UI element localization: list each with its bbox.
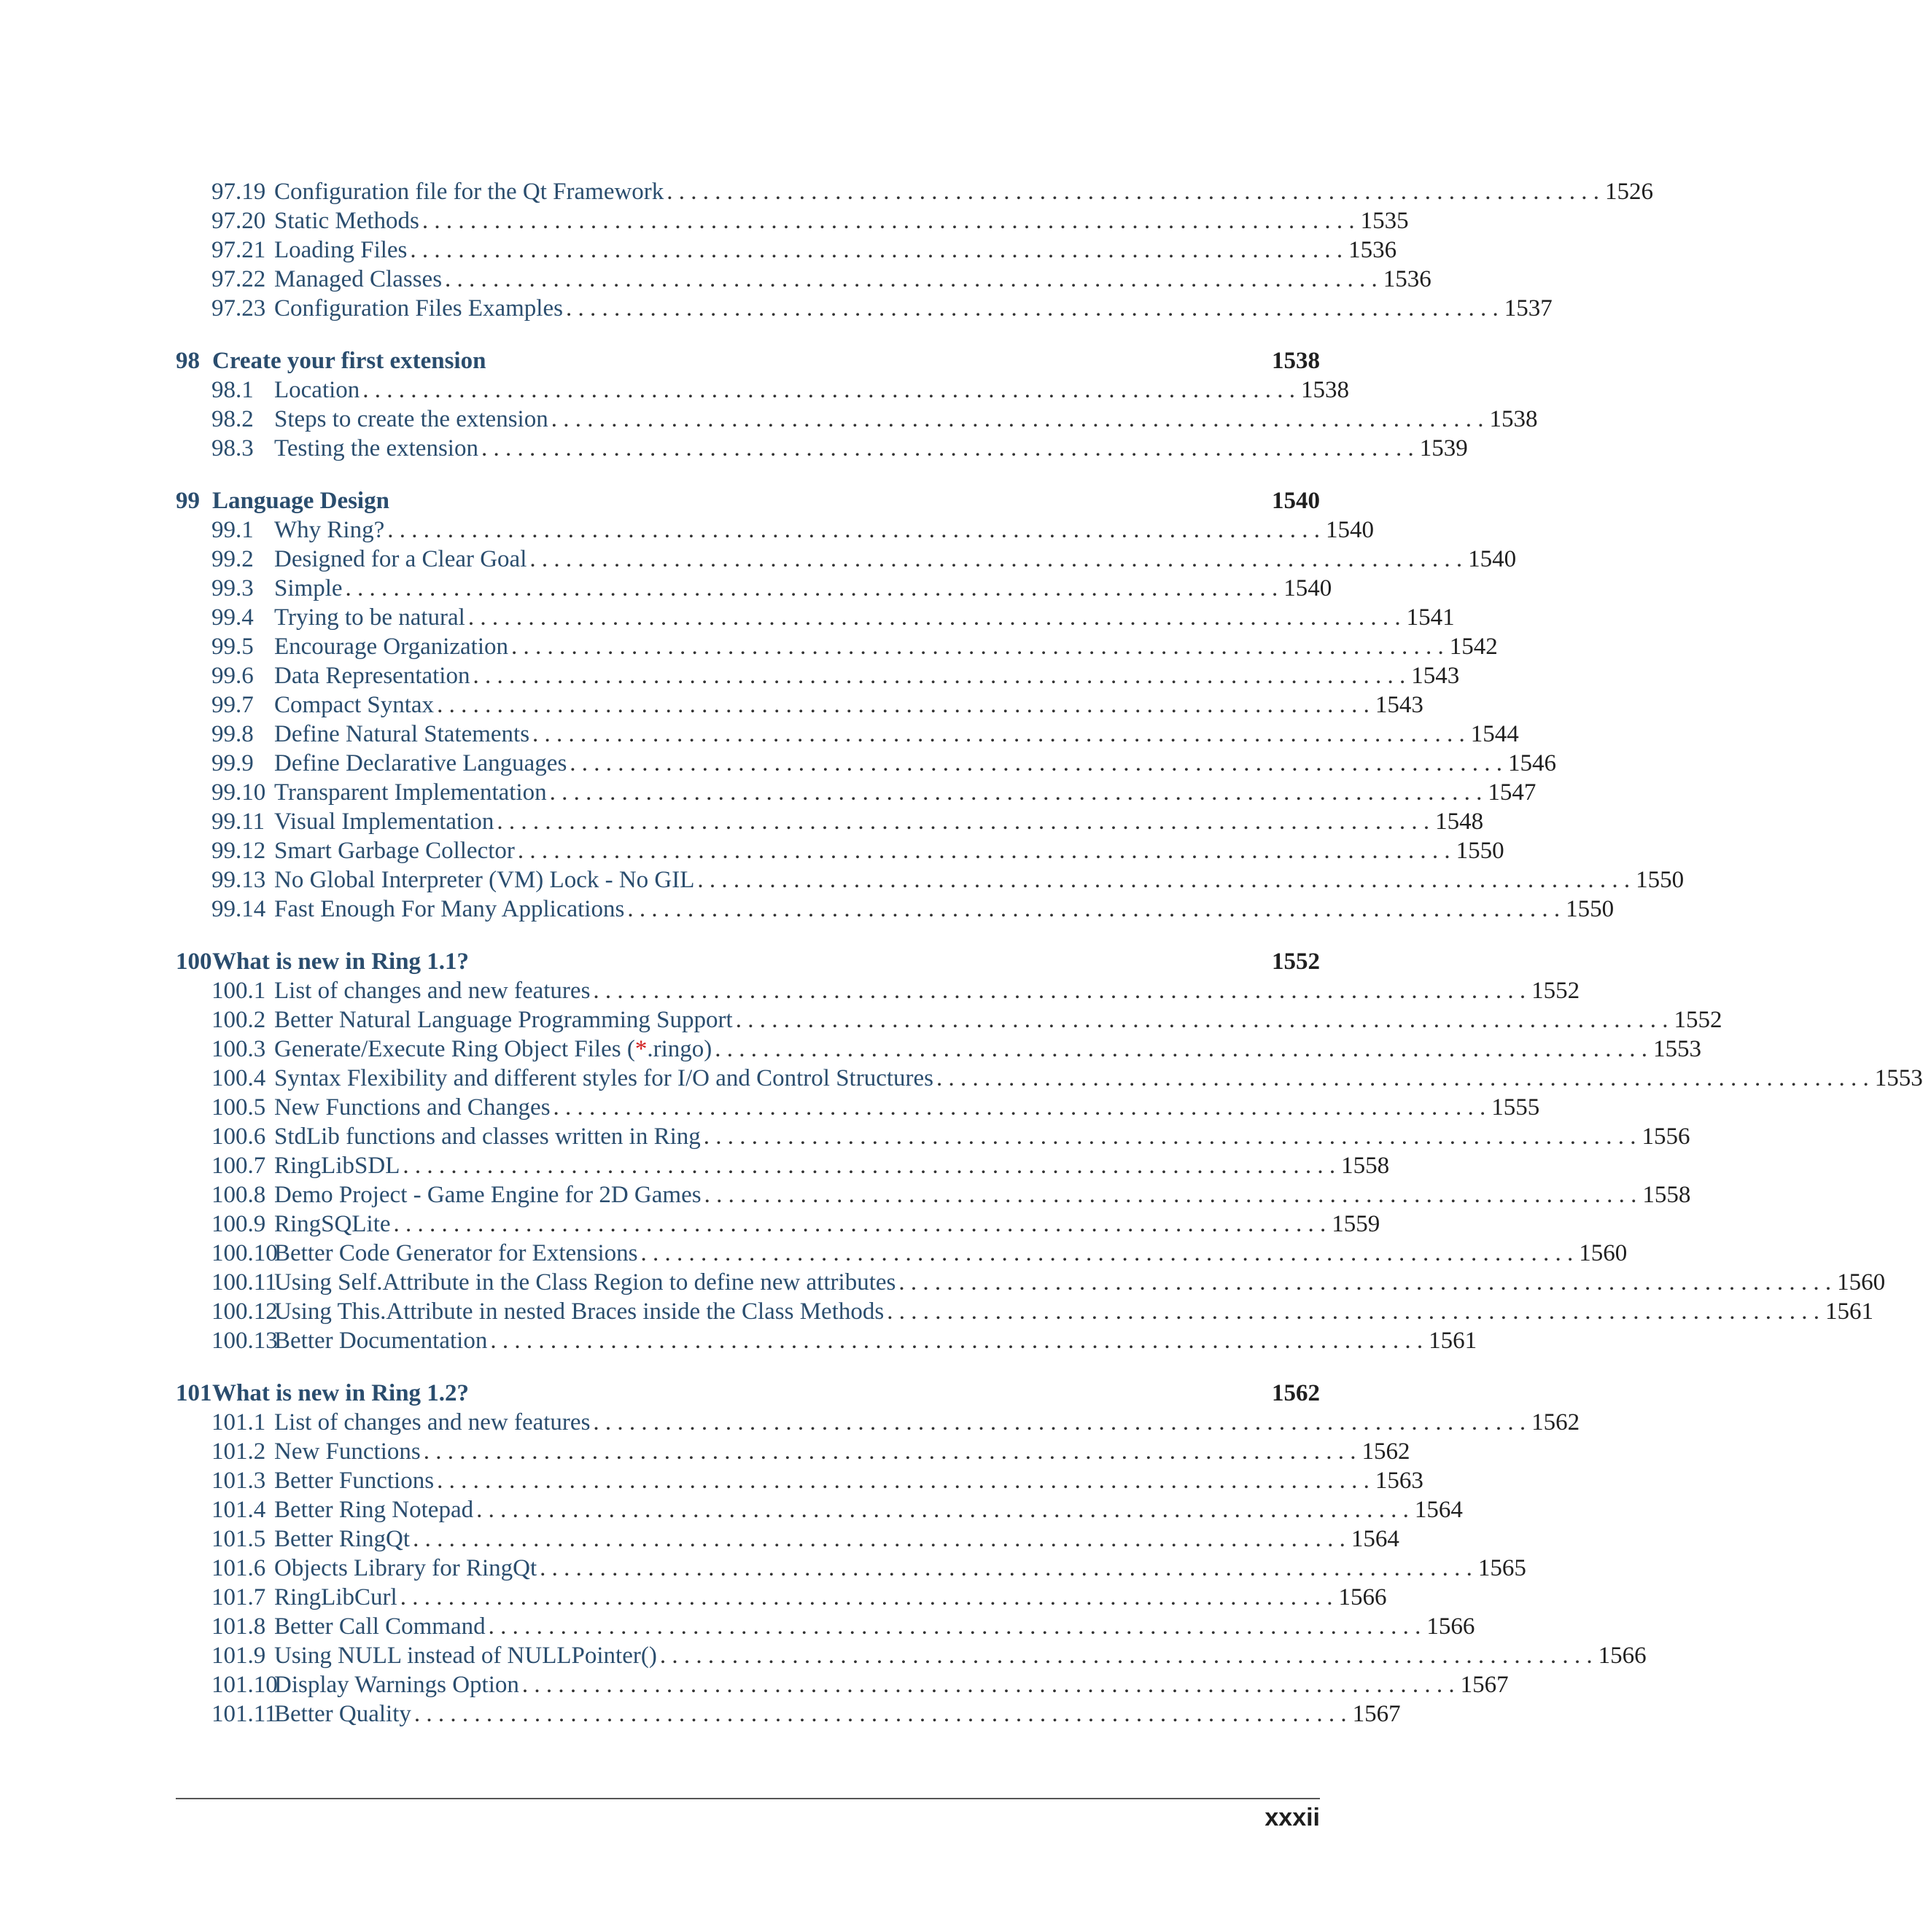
section-number: 99.5 [211,634,254,660]
section-page-number: 1540 [1468,546,1517,572]
chapter-title: Language Design [212,488,389,514]
chapter-heading-link[interactable] [176,947,1320,976]
section-title: Better Functions [274,1468,435,1494]
section-page-number: 1539 [1419,435,1468,461]
chapter-page-number: 1540 [1272,488,1320,514]
toc-entry-link[interactable] [211,1641,1647,1670]
asterisk-glyph: * [634,1036,648,1062]
section-title: Managed Classes [274,266,443,292]
section-page-number: 1555 [1491,1094,1540,1121]
section-title: Using NULL instead of NULLPointer() [274,1643,657,1669]
section-title: Configuration file for the Qt Framework [274,179,664,205]
section-page-number: 1558 [1642,1182,1691,1208]
chapter-number: 99 [176,488,200,514]
dot-leader: . . . . . . . . . . . . . . . . . . . . . . . . . . . . . . . . . . . . . . . . . . . . . . . . . . . . . . . . . . . . . . . . . . . . . . . . . . . . . . [697,867,1631,893]
section-number: 97.23 [211,295,266,322]
dot-leader: . . . . . . . . . . . . . . . . . . . . . . . . . . . . . . . . . . . . . . . . . . . . . . . . . . . . . . . . . . . . . . . . . . . . . . . . . . . . . . [421,208,1355,234]
section-number: 101.7 [211,1584,266,1610]
dot-leader: . . . . . . . . . . . . . . . . . . . . . . . . . . . . . . . . . . . . . . . . . . . . . . . . . . . . . . . . . . . . . . . . . . . . . . . . . . . . . . [627,896,1561,922]
section-page-number: 1536 [1348,237,1397,263]
section-title: Better Call Command [274,1613,486,1640]
section-number: 100.12 [211,1298,278,1325]
dot-leader: . . . . . . . . . . . . . . . . . . . . . . . . . . . . . . . . . . . . . . . . . . . . . . . . . . . . . . . . . . . . . . . . . . . . . . . . . . . . . . [735,1007,1668,1033]
section-title: Objects Library for RingQt [274,1555,537,1581]
section-page-number: 1564 [1414,1497,1463,1523]
section-title: Using Self.Attribute in the Class Region to define new attributes [274,1269,896,1296]
chapter-title: What is new in Ring 1.2? [212,1380,470,1406]
toc-entry-link[interactable] [211,235,1397,265]
section-number: 99.6 [211,663,254,689]
section-page-number: 1553 [1652,1036,1701,1062]
section-page-number: 1542 [1449,634,1498,660]
section-title: Smart Garbage Collector [274,838,515,864]
section-number: 100.9 [211,1211,266,1237]
section-title: Demo Project - Game Engine for 2D Games [274,1182,702,1208]
dot-leader: . . . . . . . . . . . . . . . . . . . . . . . . . . . . . . . . . . . . . . . . . . . . . . . . . . . . . . . . . . . . . . . . . . . . . . . . . . . . . . [593,1409,1526,1436]
toc-entry-link[interactable] [211,1239,1628,1268]
toc-entry-link[interactable] [211,1297,1873,1326]
chapter-page-number: 1562 [1272,1380,1320,1406]
dot-leader: . . . . . . . . . . . . . . . . . . . . . . . . . . . . . . . . . . . . . . . . . . . . . . . . . . . . . . . . . . . . . . . . . . . . . . . . . . . . . . [667,179,1600,205]
toc-entry-link[interactable] [211,661,1460,690]
dot-leader: . . . . . . . . . . . . . . . . . . . . . . . . . . . . . . . . . . . . . . . . . . . . . . . . . . . . . . . . . . . . . . . . . . . . . . . . . . . . . . [703,1123,1636,1150]
section-number: 98.2 [211,406,254,432]
section-page-number: 1563 [1375,1468,1423,1494]
section-title: Data Representation [274,663,470,689]
dot-leader: . . . . . . . . . . . . . . . . . . . . . . . . . . . . . . . . . . . . . . . . . . . . . . . . . . . . . . . . . . . . . . . . . . . . . . . . . . . . . . [517,838,1450,864]
section-number: 100.7 [211,1153,266,1179]
chapter-number: 98 [176,348,200,374]
section-page-number: 1535 [1360,208,1409,234]
section-page-number: 1553 [1874,1065,1923,1091]
section-title: Better Natural Language Programming Support [274,1007,733,1033]
chapter-heading-link[interactable] [176,346,1320,375]
section-page-number: 1543 [1375,692,1423,718]
section-page-number: 1566 [1338,1584,1387,1610]
section-number: 97.19 [211,179,266,205]
section-number: 97.22 [211,266,266,292]
section-number: 100.10 [211,1240,278,1266]
toc-entry-link[interactable] [211,1466,1423,1495]
section-number: 101.3 [211,1468,266,1494]
section-number: 99.7 [211,692,254,718]
toc-entry-link[interactable] [211,1699,1401,1729]
section-title: Testing the extension [274,435,478,461]
dot-leader: . . . . . . . . . . . . . . . . . . . . . . . . . . . . . . . . . . . . . . . . . . . . . . . . . . . . . . . . . . . . . . . . . . . . . . . . . . . . . . [715,1036,1647,1062]
section-page-number: 1565 [1477,1555,1526,1581]
chapter-heading-link[interactable] [176,486,1320,515]
toc-entry-link[interactable] [211,1122,1690,1151]
section-number: 101.9 [211,1643,266,1669]
section-title: Better Ring Notepad [274,1497,474,1523]
section-page-number: 1538 [1489,406,1538,432]
section-page-number: 1543 [1411,663,1460,689]
dot-leader: . . . . . . . . . . . . . . . . . . . . . . . . . . . . . . . . . . . . . . . . . . . . . . . . . . . . . . . . . . . . . . . . . . . . . . . . . . . . . . [532,721,1465,747]
section-page-number: 1562 [1531,1409,1580,1436]
dot-leader: . . . . . . . . . . . . . . . . . . . . . . . . . . . . . . . . . . . . . . . . . . . . . . . . . . . . . . . . . . . . . . . . . . . . . . . . . . . . . . [565,295,1499,322]
section-page-number: 1536 [1383,266,1431,292]
toc-entry-link[interactable] [211,807,1484,836]
toc-entry-link[interactable] [211,1495,1463,1524]
section-title: Static Methods [274,208,419,234]
section-title: No Global Interpreter (VM) Lock - No GIL [274,867,695,893]
dot-leader: . . . . . . . . . . . . . . . . . . . . . . . . . . . . . . . . . . . . . . . . . . . . . . . . . . . . . . . . . . . . . . . . . . . . . . . . . . . . . . [473,663,1406,689]
section-number: 99.13 [211,867,266,893]
dot-leader: . . . . . . . . . . . . . . . . . . . . . . . . . . . . . . . . . . . . . . . . . . . . . . . . . . . . . . . . . . . . . . . . . . . . . . . . . . . . . . [437,1468,1370,1494]
toc-entry-link[interactable] [211,1437,1410,1466]
toc-entry-link[interactable] [211,1408,1580,1437]
section-title: Display Warnings Option [274,1672,519,1698]
chapter-page-number: 1538 [1272,348,1320,374]
section-page-number: 1537 [1504,295,1553,322]
dot-leader: . . . . . . . . . . . . . . . . . . . . . . . . . . . . . . . . . . . . . . . . . . . . . . . . . . . . . . . . . . . . . . . . . . . . . . . . . . . . . . [898,1269,1832,1296]
section-number: 100.4 [211,1065,266,1091]
toc-entry-link[interactable] [211,515,1374,545]
section-page-number: 1558 [1341,1153,1390,1179]
dot-leader: . . . . . . . . . . . . . . . . . . . . . . . . . . . . . . . . . . . . . . . . . . . . . . . . . . . . . . . . . . . . . . . . . . . . . . . . . . . . . . [345,575,1278,601]
toc-entry-link[interactable] [211,1326,1477,1355]
section-title: Define Natural Statements [274,721,530,747]
section-page-number: 1550 [1456,838,1504,864]
toc-entry-link[interactable] [211,1554,1526,1583]
section-page-number: 1552 [1531,978,1580,1004]
toc-entry-link[interactable] [211,1093,1540,1122]
section-title: List of changes and new features [274,1409,591,1436]
section-title: StdLib functions and classes written in Ring [274,1123,701,1150]
section-number: 100.2 [211,1007,266,1033]
section-number: 99.8 [211,721,254,747]
section-title: Encourage Organization [274,634,509,660]
toc-entry-link[interactable] [211,1268,1886,1297]
section-number: 101.4 [211,1497,266,1523]
section-title: Designed for a Clear Goal [274,546,527,572]
section-title: Better Quality [274,1701,411,1727]
toc-entry-link[interactable] [211,1524,1399,1554]
section-title: Better Documentation [274,1328,488,1354]
section-number: 100.8 [211,1182,266,1208]
section-page-number: 1540 [1325,517,1374,543]
section-page-number: 1546 [1508,750,1557,776]
section-number: 97.21 [211,237,266,263]
section-number: 101.6 [211,1555,266,1581]
section-page-number: 1561 [1429,1328,1477,1354]
dot-leader: . . . . . . . . . . . . . . . . . . . . . . . . . . . . . . . . . . . . . . . . . . . . . . . . . . . . . . . . . . . . . . . . . . . . . . . . . . . . . . [529,546,1463,572]
dot-leader: . . . . . . . . . . . . . . . . . . . . . . . . . . . . . . . . . . . . . . . . . . . . . . . . . . . . . . . . . . . . . . . . . . . . . . . . . . . . . . [423,1438,1356,1465]
page-number: xxxii [1264,1804,1320,1831]
section-title: Steps to create the extension [274,406,548,432]
toc-entry-link[interactable] [211,1210,1380,1239]
section-number: 99.11 [211,809,265,835]
toc-entry-link[interactable] [211,177,1654,206]
section-number: 99.14 [211,896,266,922]
toc-entry-link[interactable] [211,895,1615,924]
section-title: Transparent Implementation [274,779,547,806]
section-page-number: 1556 [1642,1123,1690,1150]
section-page-number: 1540 [1283,575,1332,601]
chapter-number: 101 [176,1380,212,1406]
toc-entry-link[interactable] [211,1035,1701,1064]
section-title: Configuration Files Examples [274,295,563,322]
toc-entry-link[interactable] [211,778,1537,807]
section-page-number: 1566 [1598,1643,1647,1669]
section-title: Better Code Generator for Extensions [274,1240,638,1266]
section-title: Visual Implementation [274,809,494,835]
chapter-heading-link[interactable] [176,1379,1320,1408]
dot-leader: . . . . . . . . . . . . . . . . . . . . . . . . . . . . . . . . . . . . . . . . . . . . . . . . . . . . . . . . . . . . . . . . . . . . . . . . . . . . . . [393,1211,1326,1237]
section-title: RingLibCurl [274,1584,397,1610]
section-number: 98.3 [211,435,254,461]
dot-leader: . . . . . . . . . . . . . . . . . . . . . . . . . . . . . . . . . . . . . . . . . . . . . . . . . . . . . . . . . . . . . . . . . . . . . . . . . . . . . . [521,1672,1455,1698]
dot-leader: . . . . . . . . . . . . . . . . . . . . . . . . . . . . . . . . . . . . . . . . . . . . . . . . . . . . . . . . . . . . . . . . . . . . . . . . . . . . . . [490,1328,1423,1354]
section-page-number: 1544 [1470,721,1519,747]
toc-entry-link[interactable] [211,720,1519,749]
dot-leader: . . . . . . . . . . . . . . . . . . . . . . . . . . . . . . . . . . . . . . . . . . . . . . . . . . . . . . . . . . . . . . . . . . . . . . . . . . . . . . [704,1182,1637,1208]
toc-entry-link[interactable] [211,405,1538,434]
section-title: Location [274,377,360,403]
chapter-page-number: 1552 [1272,949,1320,975]
toc-entry-link[interactable] [211,434,1468,463]
toc-entry-link[interactable] [211,603,1455,632]
section-number: 101.5 [211,1526,266,1552]
section-title: Loading Files [274,237,408,263]
section-title: Generate/Execute Ring Object Files (*.ringo) [274,1036,712,1062]
dot-leader: . . . . . . . . . . . . . . . . . . . . . . . . . . . . . . . . . . . . . . . . . . . . . . . . . . . . . . . . . . . . . . . . . . . . . . . . . . . . . . [549,779,1483,806]
toc-entry-link[interactable] [211,1151,1390,1180]
dot-leader: . . . . . . . . . . . . . . . . . . . . . . . . . . . . . . . . . . . . . . . . . . . . . . . . . . . . . . . . . . . . . . . . . . . . . . . . . . . . . . [511,634,1444,660]
dot-leader: . . . . . . . . . . . . . . . . . . . . . . . . . . . . . . . . . . . . . . . . . . . . . . . . . . . . . . . . . . . . . . . . . . . . . . . . . . . . . . [887,1298,1819,1325]
section-number: 101.1 [211,1409,266,1436]
dot-leader: . . . . . . . . . . . . . . . . . . . . . . . . . . . . . . . . . . . . . . . . . . . . . . . . . . . . . . . . . . . . . . . . . . . . . . . . . . . . . . [410,237,1343,263]
section-number: 99.9 [211,750,254,776]
dot-leader: . . . . . . . . . . . . . . . . . . . . . . . . . . . . . . . . . . . . . . . . . . . . . . . . . . . . . . . . . . . . . . . . . . . . . . . . . . . . . . [481,435,1414,461]
toc-entry-link[interactable] [211,976,1580,1005]
dot-leader: . . . . . . . . . . . . . . . . . . . . . . . . . . . . . . . . . . . . . . . . . . . . . . . . . . . . . . . . . . . . . . . . . . . . . . . . . . . . . . [540,1555,1472,1581]
section-page-number: 1550 [1566,896,1615,922]
toc-entry-link[interactable] [211,1005,1722,1035]
section-title: Fast Enough For Many Applications [274,896,625,922]
section-page-number: 1550 [1636,867,1685,893]
section-title: New Functions [274,1438,421,1465]
section-number: 100.11 [211,1269,277,1296]
toc-entry-link[interactable] [211,294,1553,323]
toc-entry-link[interactable] [211,206,1409,235]
section-number: 100.5 [211,1094,266,1121]
section-title: RingLibSDL [274,1153,400,1179]
dot-leader: . . . . . . . . . . . . . . . . . . . . . . . . . . . . . . . . . . . . . . . . . . . . . . . . . . . . . . . . . . . . . . . . . . . . . . . . . . . . . . [413,1701,1347,1727]
dot-leader: . . . . . . . . . . . . . . . . . . . . . . . . . . . . . . . . . . . . . . . . . . . . . . . . . . . . . . . . . . . . . . . . . . . . . . . . . . . . . . [640,1240,1574,1266]
section-page-number: 1561 [1825,1298,1873,1325]
toc-entry-link[interactable] [211,1064,1923,1093]
footer-rule [176,1798,1320,1799]
section-page-number: 1562 [1361,1438,1410,1465]
dot-leader: . . . . . . . . . . . . . . . . . . . . . . . . . . . . . . . . . . . . . . . . . . . . . . . . . . . . . . . . . . . . . . . . . . . . . . . . . . . . . . [403,1153,1336,1179]
toc-entry-link[interactable] [211,1670,1509,1699]
section-title: RingSQLite [274,1211,391,1237]
dot-leader: . . . . . . . . . . . . . . . . . . . . . . . . . . . . . . . . . . . . . . . . . . . . . . . . . . . . . . . . . . . . . . . . . . . . . . . . . . . . . . [659,1643,1593,1669]
section-number: 100.3 [211,1036,266,1062]
section-number: 101.10 [211,1672,278,1698]
section-number: 100.1 [211,978,266,1004]
toc-entry-link[interactable] [211,632,1498,661]
toc-entry-link[interactable] [211,749,1557,778]
dot-leader: . . . . . . . . . . . . . . . . . . . . . . . . . . . . . . . . . . . . . . . . . . . . . . . . . . . . . . . . . . . . . . . . . . . . . . . . . . . . . . [553,1094,1486,1121]
section-number: 99.10 [211,779,266,806]
section-number: 99.3 [211,575,254,601]
dot-leader: . . . . . . . . . . . . . . . . . . . . . . . . . . . . . . . . . . . . . . . . . . . . . . . . . . . . . . . . . . . . . . . . . . . . . . . . . . . . . . [570,750,1503,776]
section-title: Trying to be natural [274,604,465,631]
section-number: 99.12 [211,838,266,864]
chapter-title: What is new in Ring 1.1? [212,949,470,975]
section-page-number: 1548 [1435,809,1484,835]
section-number: 101.2 [211,1438,266,1465]
toc-entry-link[interactable] [211,1583,1387,1612]
section-number: 101.8 [211,1613,266,1640]
toc-entry-link[interactable] [211,1180,1691,1210]
section-number: 99.1 [211,517,254,543]
dot-leader: . . . . . . . . . . . . . . . . . . . . . . . . . . . . . . . . . . . . . . . . . . . . . . . . . . . . . . . . . . . . . . . . . . . . . . . . . . . . . . [551,406,1484,432]
section-page-number: 1541 [1406,604,1455,631]
dot-leader: . . . . . . . . . . . . . . . . . . . . . . . . . . . . . . . . . . . . . . . . . . . . . . . . . . . . . . . . . . . . . . . . . . . . . . . . . . . . . . [476,1497,1409,1523]
section-number: 98.1 [211,377,254,403]
section-page-number: 1566 [1426,1613,1475,1640]
dot-leader: . . . . . . . . . . . . . . . . . . . . . . . . . . . . . . . . . . . . . . . . . . . . . . . . . . . . . . . . . . . . . . . . . . . . . . . . . . . . . . [593,978,1526,1004]
section-title: Why Ring? [274,517,385,543]
section-title: Compact Syntax [274,692,435,718]
section-title: Define Declarative Languages [274,750,567,776]
toc-entry-link[interactable] [211,265,1431,294]
chapter-title: Create your first extension [212,348,486,374]
section-number: 99.2 [211,546,254,572]
chapter-number: 100 [176,949,212,975]
section-number: 101.11 [211,1701,277,1727]
section-number: 100.6 [211,1123,266,1150]
dot-leader: . . . . . . . . . . . . . . . . . . . . . . . . . . . . . . . . . . . . . . . . . . . . . . . . . . . . . . . . . . . . . . . . . . . . . . . . . . . . . . [400,1584,1333,1610]
dot-leader: . . . . . . . . . . . . . . . . . . . . . . . . . . . . . . . . . . . . . . . . . . . . . . . . . . . . . . . . . . . . . . . . . . . . . . . . . . . . . . [445,266,1378,292]
section-title: New Functions and Changes [274,1094,551,1121]
dot-leader: . . . . . . . . . . . . . . . . . . . . . . . . . . . . . . . . . . . . . . . . . . . . . . . . . . . . . . . . . . . . . . . . . . . . . . . . . . . . . . [387,517,1320,543]
dot-leader: . . . . . . . . . . . . . . . . . . . . . . . . . . . . . . . . . . . . . . . . . . . . . . . . . . . . . . . . . . . . . . . . . . . . . . . . . . . . . . [413,1526,1345,1552]
section-page-number: 1560 [1579,1240,1628,1266]
section-title: Syntax Flexibility and different styles for I/O and Control Structures [274,1065,934,1091]
dot-leader: . . . . . . . . . . . . . . . . . . . . . . . . . . . . . . . . . . . . . . . . . . . . . . . . . . . . . . . . . . . . . . . . . . . . . . . . . . . . . . [497,809,1430,835]
section-title: Using This.Attribute in nested Braces inside the Class Methods [274,1298,885,1325]
toc-entry-link[interactable] [211,865,1685,895]
section-page-number: 1560 [1837,1269,1886,1296]
section-number: 100.13 [211,1328,278,1354]
section-number: 97.20 [211,208,266,234]
toc-entry-link[interactable] [211,545,1517,574]
dot-leader: . . . . . . . . . . . . . . . . . . . . . . . . . . . . . . . . . . . . . . . . . . . . . . . . . . . . . . . . . . . . . . . . . . . . . . . . . . . . . . [362,377,1296,403]
toc-entry-link[interactable] [211,1612,1475,1641]
section-title: Better RingQt [274,1526,411,1552]
dot-leader: . . . . . . . . . . . . . . . . . . . . . . . . . . . . . . . . . . . . . . . . . . . . . . . . . . . . . . . . . . . . . . . . . . . . . . . . . . . . . . [936,1065,1869,1091]
toc-entry-link[interactable] [211,375,1350,405]
section-page-number: 1567 [1352,1701,1401,1727]
section-number: 99.4 [211,604,254,631]
toc-entry-link[interactable] [211,836,1504,865]
toc-entry-link[interactable] [211,574,1331,603]
section-page-number: 1564 [1351,1526,1399,1552]
dot-leader: . . . . . . . . . . . . . . . . . . . . . . . . . . . . . . . . . . . . . . . . . . . . . . . . . . . . . . . . . . . . . . . . . . . . . . . . . . . . . . [437,692,1370,718]
section-title: List of changes and new features [274,978,591,1004]
section-page-number: 1538 [1301,377,1350,403]
toc-entry-link[interactable] [211,690,1423,720]
section-title: Simple [274,575,343,601]
section-page-number: 1552 [1674,1007,1722,1033]
dot-leader: . . . . . . . . . . . . . . . . . . . . . . . . . . . . . . . . . . . . . . . . . . . . . . . . . . . . . . . . . . . . . . . . . . . . . . . . . . . . . . [488,1613,1421,1640]
section-page-number: 1547 [1488,779,1537,806]
section-page-number: 1559 [1332,1211,1380,1237]
dot-leader: . . . . . . . . . . . . . . . . . . . . . . . . . . . . . . . . . . . . . . . . . . . . . . . . . . . . . . . . . . . . . . . . . . . . . . . . . . . . . . [467,604,1401,631]
section-page-number: 1526 [1605,179,1654,205]
section-page-number: 1567 [1460,1672,1509,1698]
